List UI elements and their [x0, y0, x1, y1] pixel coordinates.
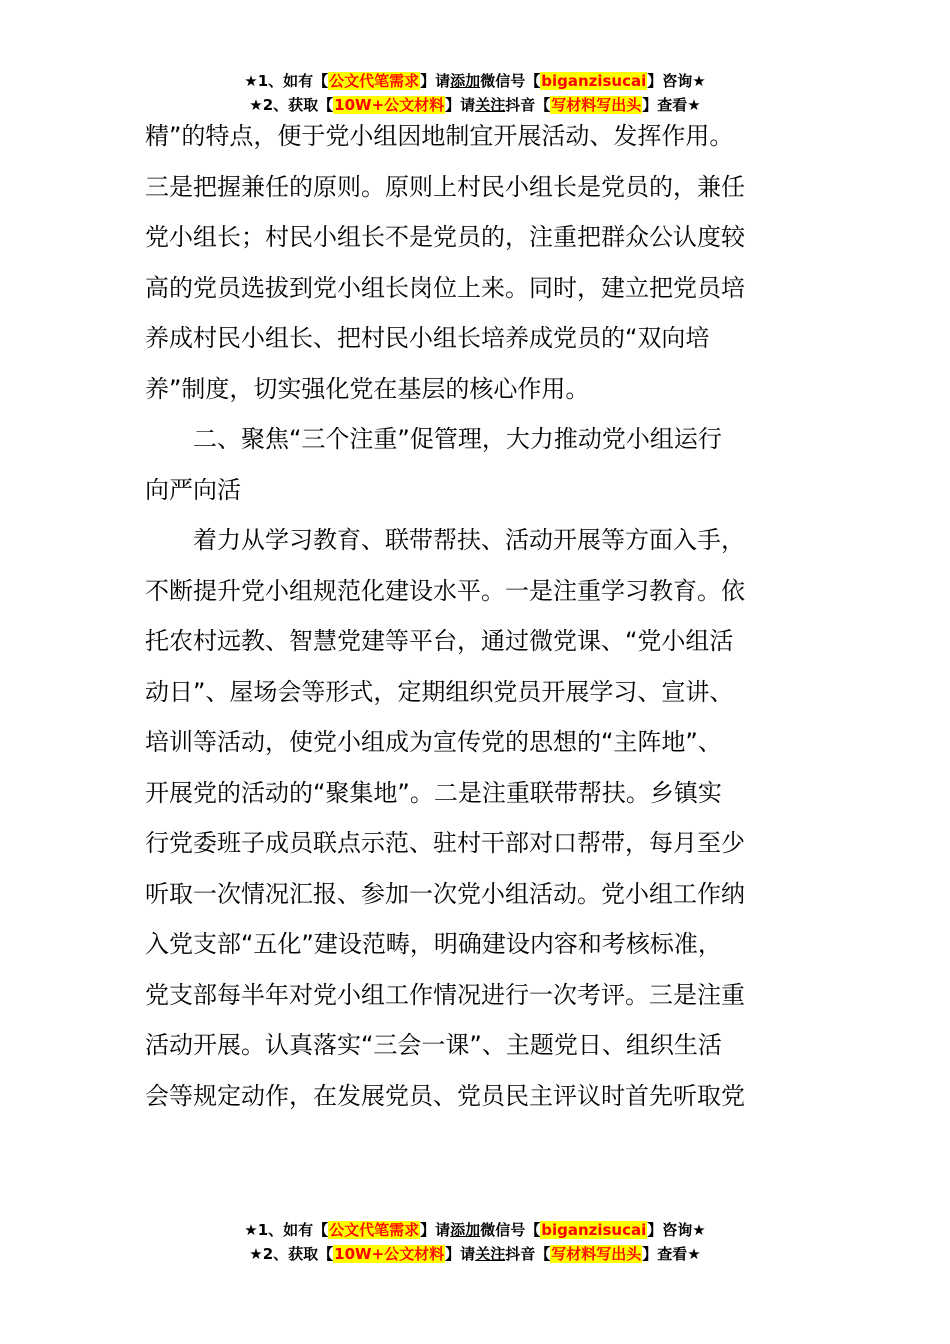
highlight-text: 10W+公文材料	[334, 1245, 445, 1263]
body-line: 培训等活动，使党小组成为宣传党的思想的“主阵地”、	[145, 728, 722, 756]
section-heading: 二、聚焦“三个注重”促管理，大力推动党小组运行	[145, 425, 722, 453]
wechat-id: biganzisucai	[541, 1221, 647, 1239]
body-line: 动日”、屋场会等形式，定期组织党员开展学习、宣讲、	[145, 677, 734, 706]
banner-text: 抖音【	[505, 1245, 551, 1263]
banner-text: 2、获取【	[262, 1245, 334, 1263]
star-icon: ★	[687, 96, 701, 114]
body-line: 三是把握兼任的原则。原则上村民小组长是党员的，兼任	[145, 172, 745, 201]
banner-text: 微信号【	[480, 72, 541, 90]
douyin-id: 写材料写出头	[551, 96, 642, 114]
star-icon: ★	[692, 1221, 706, 1239]
banner-text: 微信号【	[480, 1221, 541, 1239]
footer-banner	[0, 1218, 950, 1266]
banner-text: 】咨询	[647, 1221, 693, 1239]
star-icon: ★	[244, 72, 258, 90]
body-line: 精”的特点，便于党小组因地制宜开展活动、发挥作用。	[145, 122, 734, 150]
banner-text: 】请	[420, 1221, 451, 1239]
douyin-id: 写材料写出头	[551, 1245, 642, 1263]
banner-line-1	[0, 69, 950, 93]
body-line: 听取一次情况汇报、参加一次党小组活动。党小组工作纳	[145, 879, 745, 908]
underlined-text: 添加	[450, 72, 481, 90]
star-icon: ★	[692, 72, 706, 90]
star-icon: ★	[249, 1245, 263, 1263]
highlight-text: 10W+公文材料	[334, 96, 445, 114]
body-line: 会等规定动作，在发展党员、党员民主评议时首先听取党	[145, 1081, 745, 1110]
banner-text: 】请	[445, 1245, 476, 1263]
body-line: 党支部每半年对党小组工作情况进行一次考评。三是注重	[145, 980, 745, 1009]
header-banner	[0, 69, 950, 117]
body-line: 开展党的活动的“聚集地”。二是注重联带帮扶。乡镇实	[145, 778, 722, 807]
banner-text: 】请	[420, 72, 451, 90]
banner-text: 】查看	[642, 96, 688, 114]
highlight-text: 公文代笔需求	[329, 72, 420, 90]
body-line: 入党支部“五化”建设范畴，明确建设内容和考核标准，	[145, 930, 722, 958]
underlined-text: 关注	[475, 96, 506, 114]
body-line: 行党委班子成员联点示范、驻村干部对口帮带，每月至少	[145, 829, 745, 857]
highlight-text: 公文代笔需求	[329, 1221, 420, 1239]
body-line: 养”制度，切实强化党在基层的核心作用。	[145, 374, 590, 403]
banner-line-1	[0, 1218, 950, 1242]
body-line: 党小组长；村民小组长不是党员的，注重把群众公认度较	[145, 223, 745, 251]
star-icon: ★	[244, 1221, 258, 1239]
banner-text: 】请	[445, 96, 476, 114]
banner-text: 】咨询	[647, 72, 693, 90]
underlined-text: 添加	[450, 1221, 481, 1239]
wechat-id: biganzisucai	[541, 72, 647, 90]
banner-text: 1、如有【	[257, 1221, 329, 1239]
underlined-text: 关注	[475, 1245, 506, 1263]
body-line: 托农村远教、智慧党建等平台，通过微党课、“党小组活	[145, 627, 734, 655]
banner-line-2	[0, 1242, 950, 1266]
document-body	[145, 111, 795, 1121]
body-line: 活动开展。认真落实“三会一课”、主题党日、组织生活	[145, 1031, 722, 1059]
body-line: 不断提升党小组规范化建设水平。一是注重学习教育。依	[145, 576, 745, 605]
banner-text: 抖音【	[505, 96, 551, 114]
body-line: 高的党员选拔到党小组长岗位上来。同时，建立把党员培	[145, 273, 745, 302]
star-icon: ★	[249, 96, 263, 114]
body-line: 着力从学习教育、联带帮扶、活动开展等方面入手，	[145, 526, 745, 554]
banner-text: 2、获取【	[262, 96, 334, 114]
banner-text: 1、如有【	[257, 72, 329, 90]
star-icon: ★	[687, 1245, 701, 1263]
section-heading: 向严向活	[145, 475, 241, 504]
banner-text: 】查看	[642, 1245, 688, 1263]
body-line: 养成村民小组长、把村民小组长培养成党员的“双向培	[145, 324, 710, 352]
